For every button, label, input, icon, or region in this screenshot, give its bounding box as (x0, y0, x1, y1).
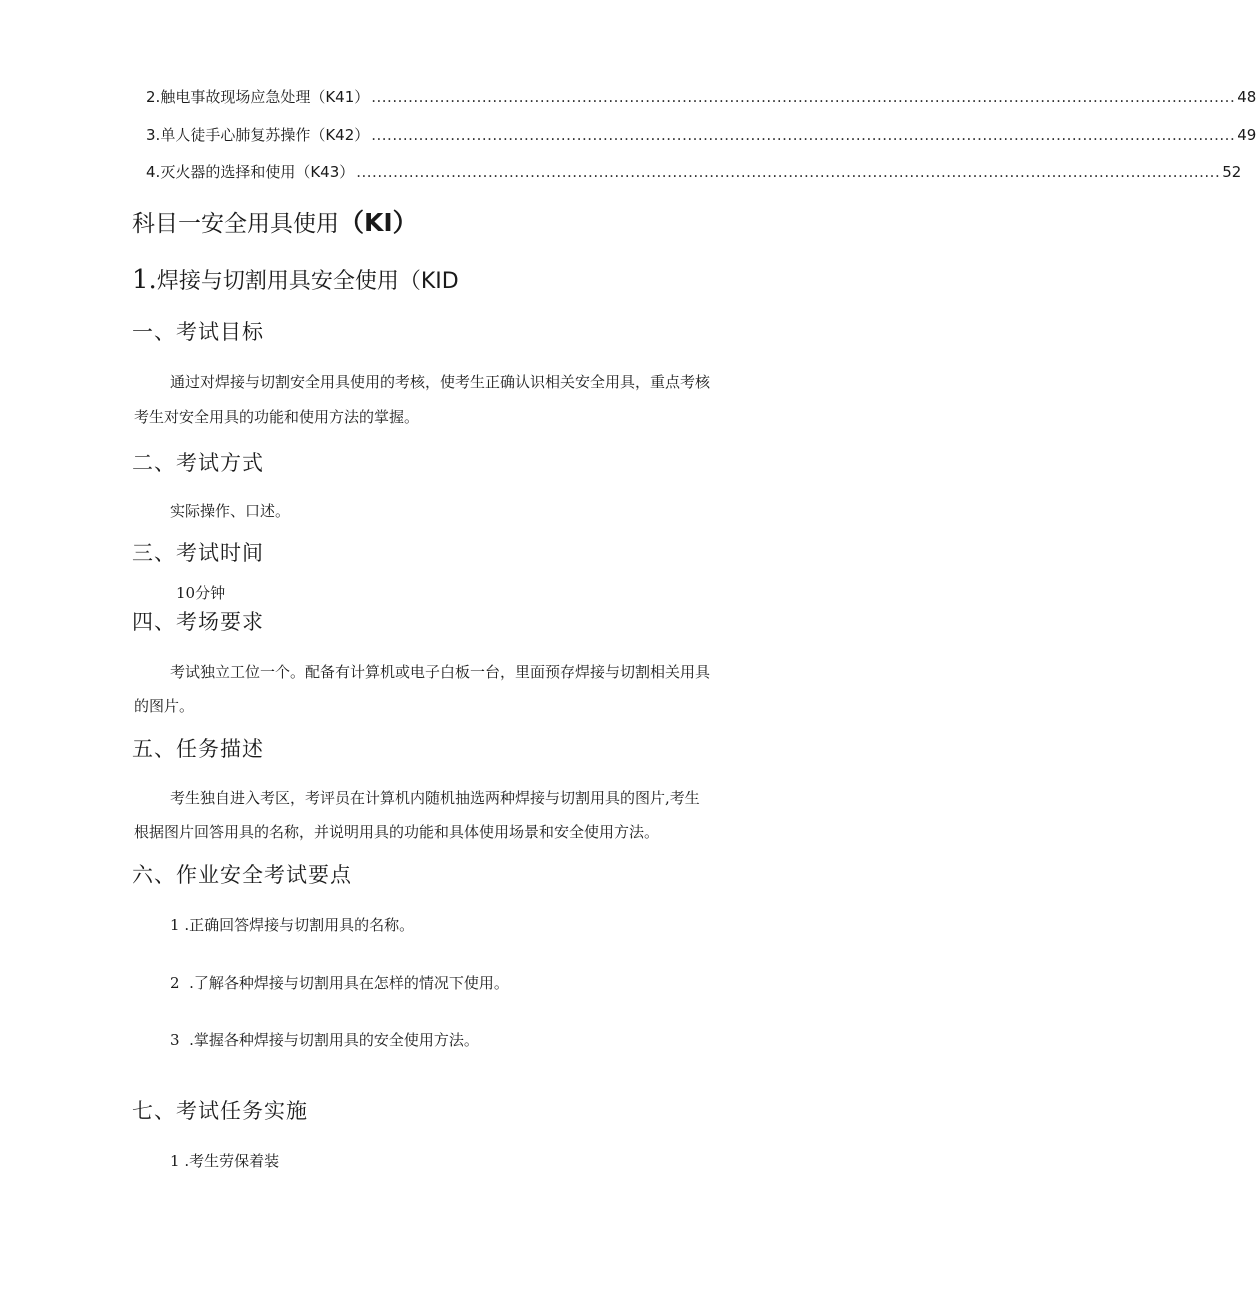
venue-text-line: 的图片。 (134, 697, 195, 715)
safety-point (170, 1029, 479, 1050)
subject-number: 1. (132, 265, 157, 295)
safety-point-text: .掌握各种焊接与切割用具的安全使用方法。 (189, 1031, 479, 1049)
task-text-line: 考生独自进入考区，考评员在计算机内随机抽选两种焊接与切割用具的图片,考生 (170, 789, 700, 807)
safety-point-number: 1 (170, 916, 180, 934)
toc-entry[interactable] (146, 161, 1242, 185)
implementation-item-number: 1 (170, 1152, 180, 1170)
toc-entry-number: 2 (146, 88, 156, 106)
toc-entry-text: .单人徒手心肺复苏操作（K42） (155, 126, 370, 144)
toc-entry-text: .灭火器的选择和使用（K43） (155, 163, 355, 181)
goal-text-line: 通过对焊接与切割安全用具使用的考核，使考生正确认识相关安全用具，重点考核 (170, 373, 711, 391)
section-title (132, 203, 418, 239)
goal-text-line: 考生对安全用具的功能和使用方法的掌握。 (134, 408, 420, 426)
safety-point (170, 972, 509, 993)
safety-point-number: 2 (170, 974, 180, 992)
venue-text-line: 考试独立工位一个。配备有计算机或电子白板一台，里面预存焊接与切割相关用具 (170, 663, 711, 681)
implementation-item (170, 1150, 279, 1171)
safety-point (170, 914, 414, 935)
toc-entry-number: 4 (146, 163, 156, 181)
safety-point-text: .了解各种焊接与切割用具在怎样的情况下使用。 (189, 974, 509, 992)
toc-entry[interactable] (146, 124, 1256, 148)
toc-entry-page: 49 (1237, 126, 1256, 144)
method-text: 实际操作、口述。 (170, 502, 291, 520)
toc-entry-page: 48 (1237, 88, 1256, 106)
heading-exam-method: 二、考试方式 (132, 451, 264, 475)
heading-task-implementation: 七、考试任务实施 (132, 1099, 308, 1123)
toc-entry-number: 3 (146, 126, 156, 144)
toc-entry-page: 52 (1222, 163, 1242, 181)
safety-point-number: 3 (170, 1031, 180, 1049)
time-text: 10分钟 (176, 584, 226, 602)
safety-point-text: .正确回答焊接与切割用具的名称。 (184, 916, 415, 934)
toc-leader-dots: .................................................................................................................................................................... (371, 126, 1236, 144)
subject-title-text: 焊接与切割用具安全使用（KID (156, 269, 459, 294)
heading-safety-points: 六、作业安全考试要点 (132, 863, 352, 887)
toc-entry-text: .触电事故现场应急处理（K41） (155, 88, 370, 106)
implementation-item-text: .考生劳保着装 (184, 1152, 280, 1170)
heading-exam-goal: 一、考试目标 (132, 320, 264, 344)
toc-leader-dots: .................................................................................................................................................................... (371, 88, 1236, 106)
toc-leader-dots: .................................................................................................................................................................... (356, 163, 1221, 181)
subject-title (132, 264, 459, 295)
section-title-code: （KI） (339, 208, 418, 237)
heading-exam-time: 三、考试时间 (132, 541, 264, 565)
heading-task-description: 五、任务描述 (132, 737, 264, 761)
toc-entry[interactable] (146, 86, 1256, 110)
section-title-text: 科目一安全用具使用 (132, 211, 339, 237)
task-text-line: 根据图片回答用具的名称，并说明用具的功能和具体使用场景和安全使用方法。 (134, 823, 660, 841)
heading-venue-requirements: 四、考场要求 (132, 610, 264, 634)
